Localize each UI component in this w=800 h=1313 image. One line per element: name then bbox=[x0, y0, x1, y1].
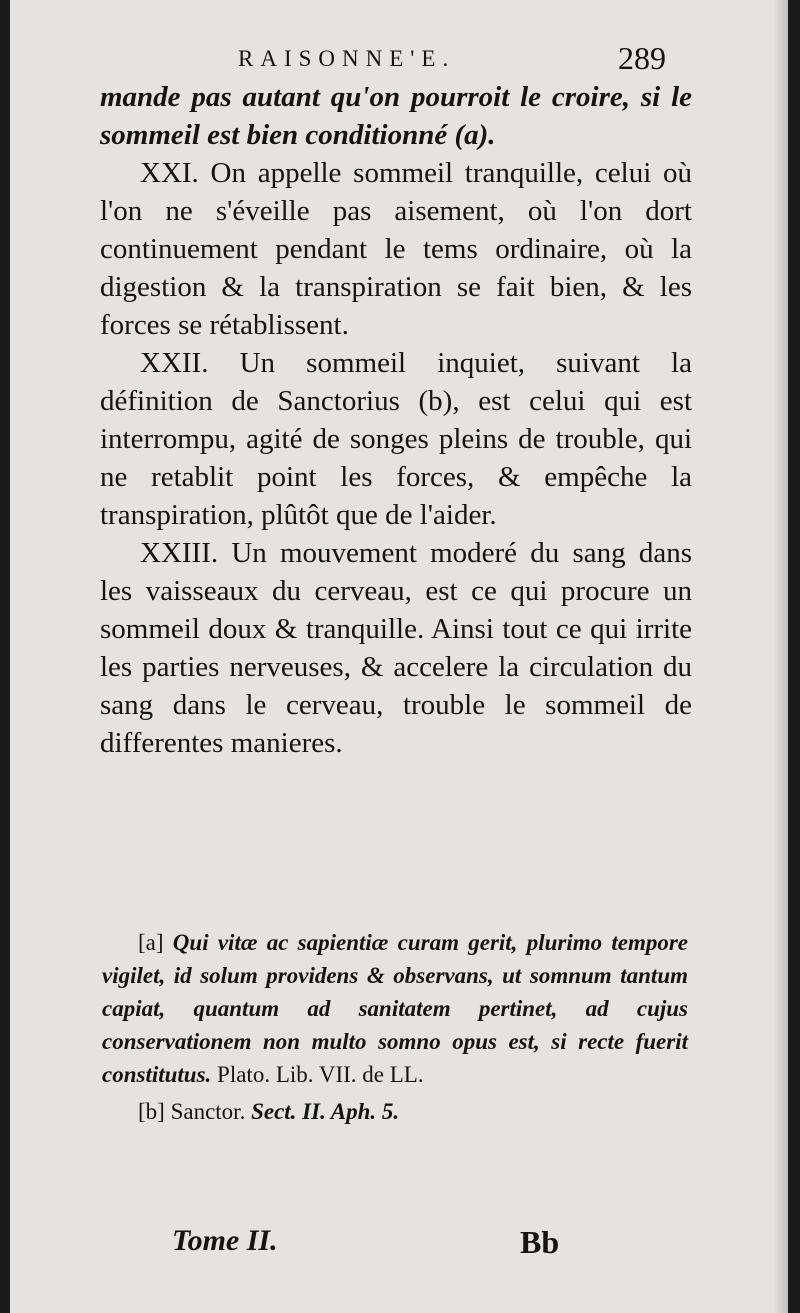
footnote-a-marker: [a] bbox=[138, 930, 164, 955]
main-text bbox=[100, 78, 692, 762]
running-title: RAISONNE'E. bbox=[238, 46, 456, 71]
signature-mark: Bb bbox=[520, 1224, 560, 1260]
book-page bbox=[10, 0, 788, 1313]
footnote-a-source: Plato. Lib. VII. de LL. bbox=[217, 1062, 424, 1087]
page-number: 289 bbox=[618, 40, 666, 76]
footnote-b-marker: [b] bbox=[138, 1099, 165, 1124]
footnote-b bbox=[102, 1095, 688, 1128]
footnote-a-text: Qui vitæ ac sapientiæ curam gerit, plurimo tempore vigilet, id solum providens & observans, ut somnum tantum capiat, quantum ad sanitatem pertinet, ad cujus conservationem non multo somno opus est, si recte fuerit constitutus. bbox=[102, 930, 689, 1087]
continuation-paragraph: mande pas autant qu'on pourroit le croire, si le sommeil est bien conditionné (a). bbox=[100, 81, 692, 151]
paragraph-xxiii: XXIII. Un mouvement moderé du sang dans les vaisseaux du cerveau, est ce qui procure un sommeil doux & tranquille. Ainsi tout ce qui irrite les parties nerveuses, & accelere la circulation du sang dans le cerveau, trouble le sommeil de differentes manieres. bbox=[100, 537, 692, 759]
signature-line bbox=[10, 1224, 788, 1274]
paragraph-xxii: XXII. Un sommeil inquiet, suivant la définition de Sanctorius (b), est celui qui est interrompu, agité de songes pleins de trouble, qui ne retablit point les forces, & empêche la transpiration, plûtôt que de l'aider. bbox=[100, 347, 692, 531]
footnote-b-author: Sanctor. bbox=[170, 1099, 246, 1124]
volume-label: Tome II. bbox=[172, 1224, 278, 1257]
footnote-b-text: Sect. II. Aph. 5. bbox=[251, 1099, 400, 1124]
footnotes bbox=[102, 926, 688, 1132]
paragraph-xxi: XXI. On appelle sommeil tranquille, celui où l'on ne s'éveille pas aisement, où l'on dort continuement pendant le tems ordinaire, où la digestion & la transpiration se fait bien, & les forces se rétablissent. bbox=[100, 157, 692, 341]
footnote-a bbox=[102, 926, 688, 1091]
